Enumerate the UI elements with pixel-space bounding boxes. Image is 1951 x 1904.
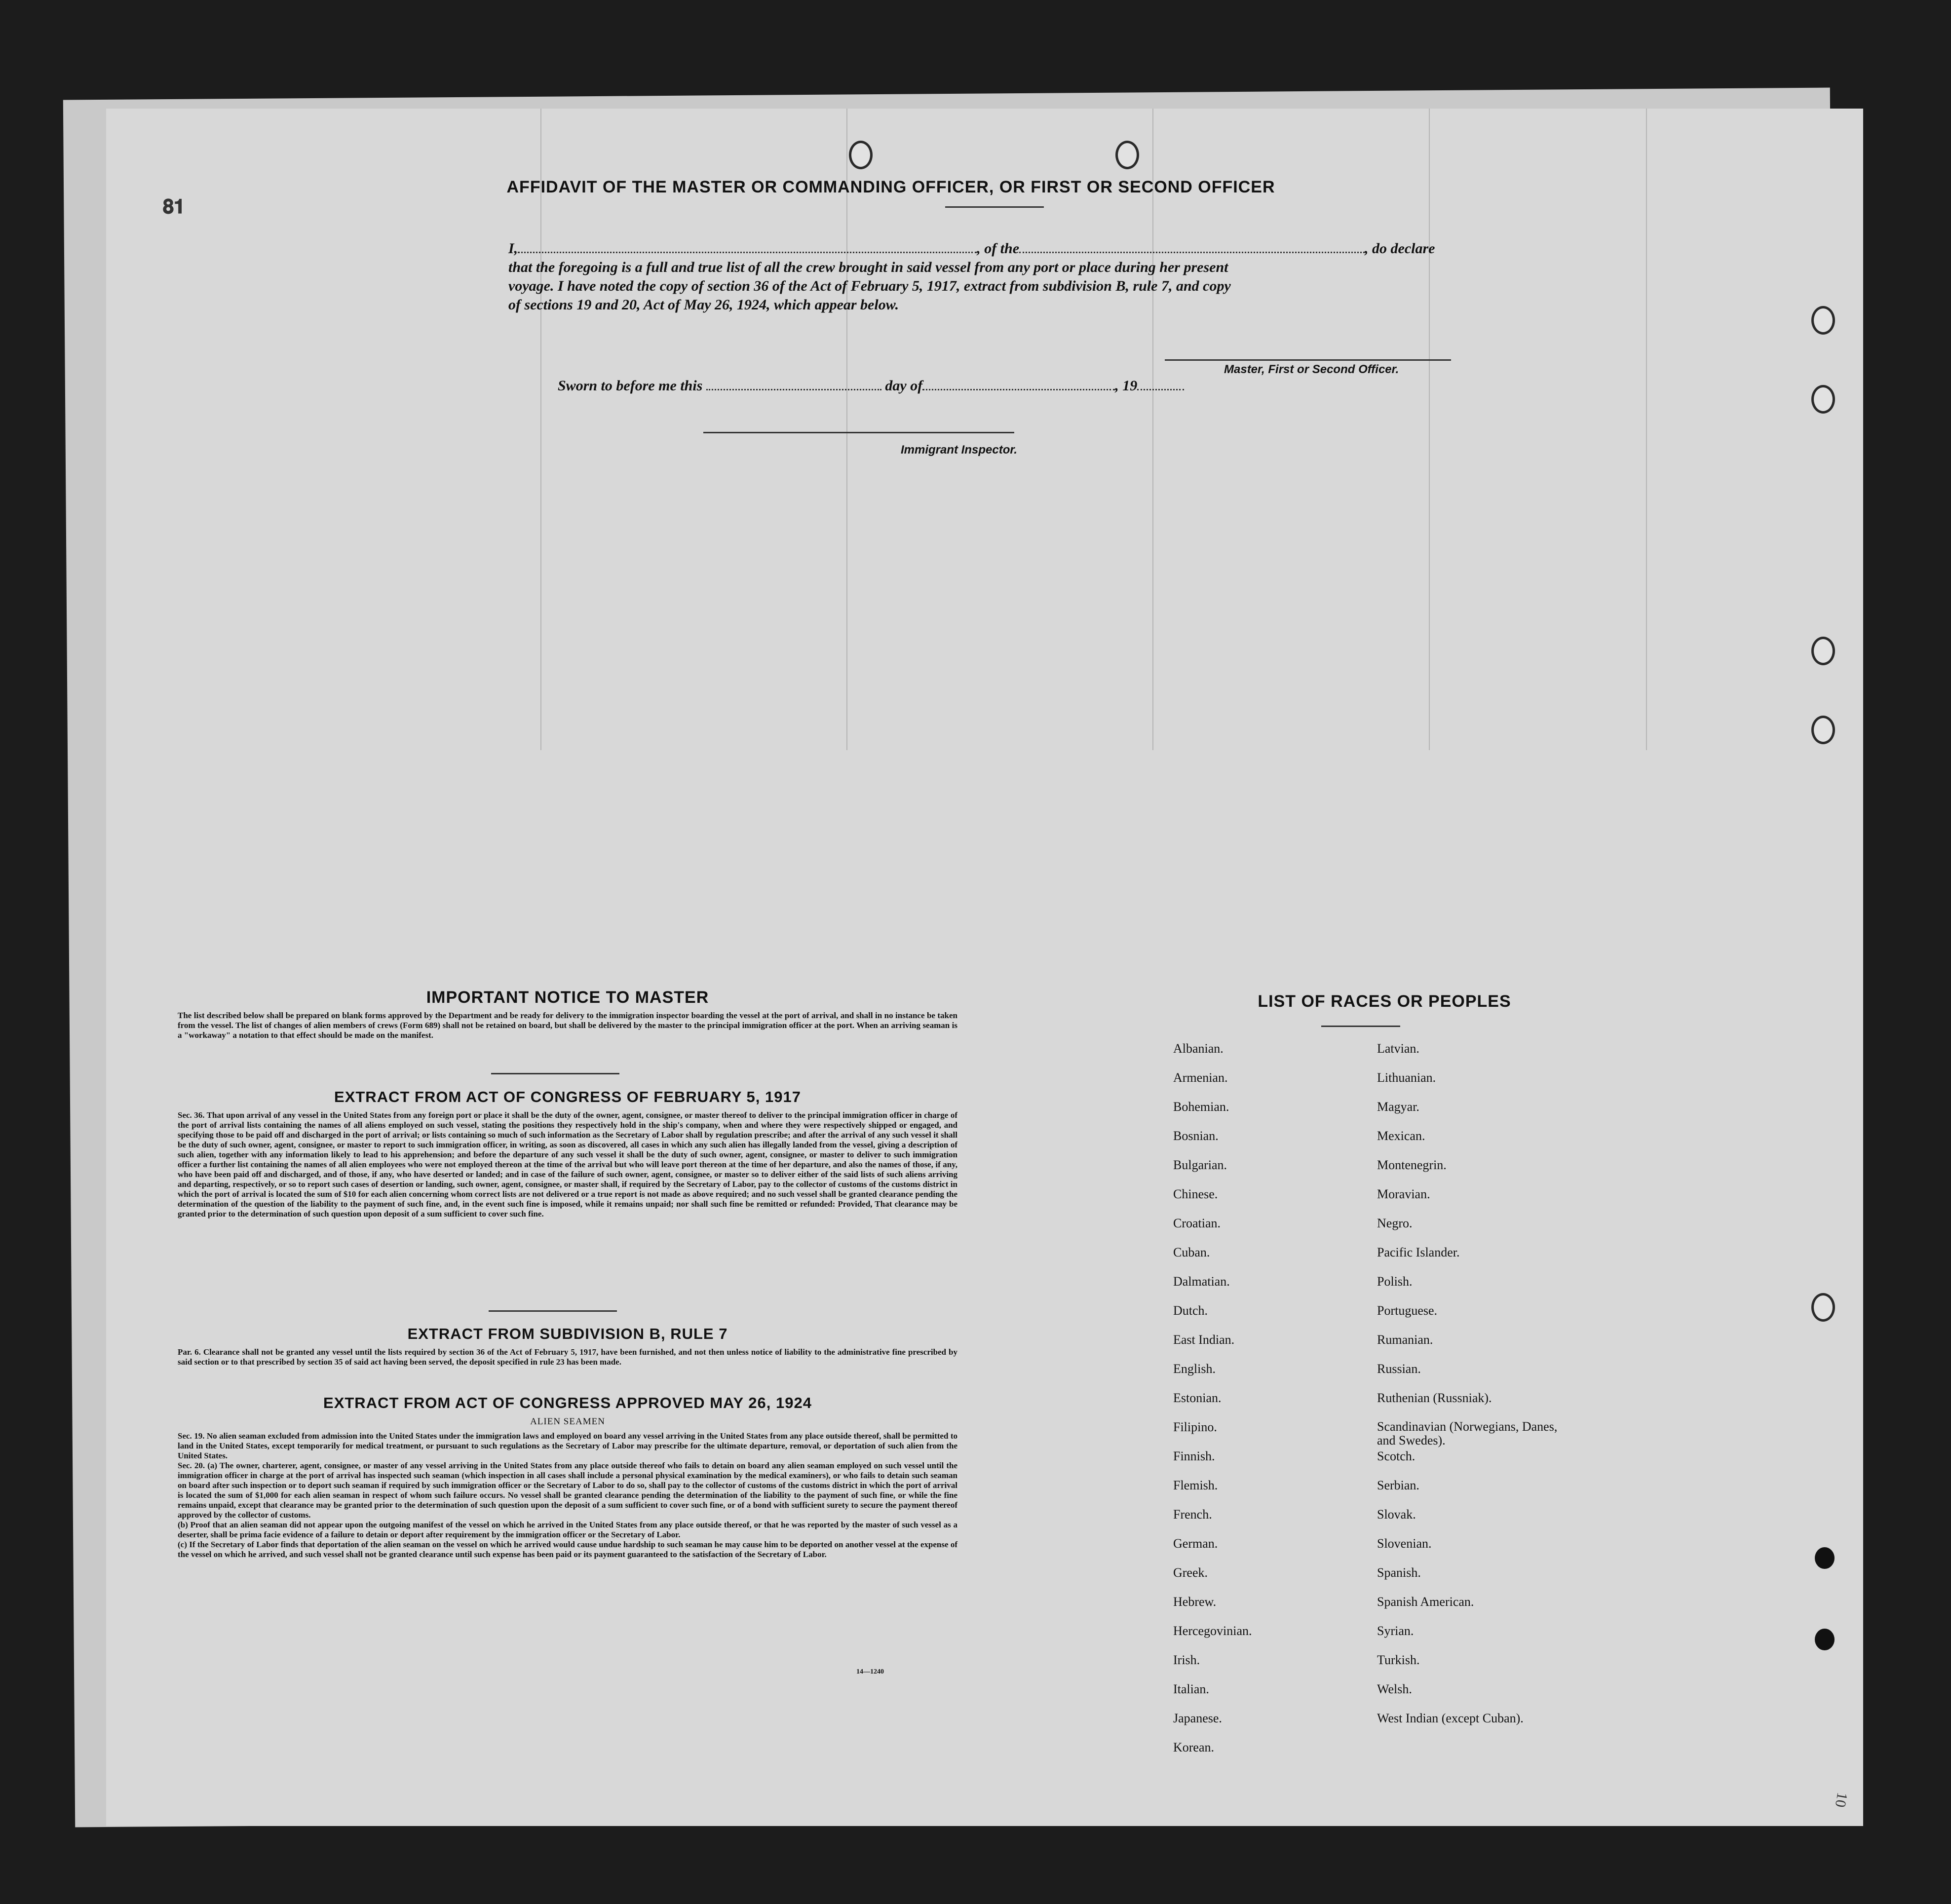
race-item: Turkish.: [1377, 1653, 1420, 1667]
races-title-underline: [1321, 1026, 1400, 1027]
bleed-column-line: [1429, 109, 1430, 750]
affidavit-line-4: of sections 19 and 20, Act of May 26, 1924, which appear below.: [508, 297, 899, 313]
affidavit-line-1: I, , of the , do declare: [508, 240, 1435, 257]
races-title: LIST OF RACES OR PEOPLES: [1258, 992, 1511, 1011]
race-item: Bohemian.: [1173, 1100, 1229, 1114]
race-item: German.: [1173, 1536, 1218, 1551]
margin-scribble: 𝟖𝟏: [163, 195, 185, 218]
punch-hole: [1811, 1293, 1835, 1322]
bleed-column-line: [1152, 109, 1153, 750]
rule7-title: EXTRACT FROM SUBDIVISION B, RULE 7: [407, 1325, 728, 1342]
race-item: Pacific Islander.: [1377, 1245, 1460, 1259]
race-item: Slovak.: [1377, 1507, 1416, 1522]
race-item: Spanish American.: [1377, 1595, 1474, 1609]
master-signature-line: [1165, 359, 1451, 361]
affidavit-line-2: that the foregoing is a full and true list of all the crew brought in said vessel from any port or place during her present: [508, 259, 1228, 275]
race-item: Negro.: [1377, 1216, 1413, 1230]
race-item: Polish.: [1377, 1274, 1413, 1289]
notice-body: The list described below shall be prepared on blank forms approved by the Department and be ready for delivery to the immigration inspector boarding the vessel at the port of arrival, and shall in no instance be taken from the vessel. The list of changes of alien members of crews (Form 689) shall not be retained on board, but shall be delivered by the master to the principal immigration officer at the port. When an arriving seaman is a "workaway" a notation to that effect should be made on the manifest.: [178, 1011, 957, 1040]
race-item: Portuguese.: [1377, 1303, 1438, 1318]
race-item: Welsh.: [1377, 1682, 1412, 1696]
race-item: Magyar.: [1377, 1100, 1419, 1114]
race-item: Greek.: [1173, 1565, 1208, 1580]
race-item: Croatian.: [1173, 1216, 1221, 1230]
form-number: 14—1240: [856, 1668, 884, 1676]
affidavit-line-3: voyage. I have noted the copy of section 36 of the Act of February 5, 1917, extract from subdivision B, rule 7, and copy: [508, 278, 1231, 294]
sworn-line: Sworn to before me this day of , 19: [558, 378, 1184, 394]
race-item: East Indian.: [1173, 1333, 1235, 1347]
race-item: Estonian.: [1173, 1391, 1222, 1405]
race-item: Montenegrin.: [1377, 1158, 1447, 1172]
race-item: Scotch.: [1377, 1449, 1415, 1463]
race-item: Albanian.: [1173, 1041, 1224, 1056]
race-item: Rumanian.: [1377, 1333, 1433, 1347]
race-item: Russian.: [1377, 1362, 1421, 1376]
affidavit-body: [508, 239, 1594, 314]
race-item: Dutch.: [1173, 1303, 1208, 1318]
extract-1917-body: Sec. 36. That upon arrival of any vessel in the United States from any foreign port or place it shall be the duty of the owner, agent, consignee, or master thereof to deliver to the principal immigration officer in charge of the port of arrival lists containing the names of all aliens employed on such vessel, stating the positions they respectively hold in the ship's company, when and where they were respectively shipped or engaged, and specifying those to be paid off and discharged in the port of arrival; or lists containing so much of such information as the Secretary of Labor shall by regulation prescribe; and after the arrival of any such vessel it shall be the duty of such owner, agent, consignee, or master to report to such immigration officer, in writing, as soon as discovered, all cases in which any such alien has illegally landed from the vessel, giving a description of such alien, together with any information likely to lead to his apprehension; and before the departure of any such vessel it shall be the duty of such owner, agent, consignee, or master to deliver to such immigration officer a further list containing the names of all alien employees who were not employed thereon at the time of the arrival but who will leave port thereon at the time of her departure, and also the names of those, if any, who have been paid off and discharged, and of those, if any, who have deserted or landed; and in case of the failure of such owner, agent, consignee, or master so to deliver either of the said lists of such aliens arriving and departing, respectively, or so to report such cases of desertion or landing, such owner, agent, consignee, or master shall, if required by the Secretary of Labor, pay to the collector of customs of the customs district in which the port of arrival is located the sum of $10 for each alien concerning whom correct lists are not delivered or a true report is not made as above required; and no such vessel shall be granted clearance pending the determination of the question of the liability to the payment of such fine, and, in the event such fine is imposed, while it remains unpaid; nor shall such fine be remitted or refunded: Provided, That clearance may be granted prior to the determination of such question upon deposit of a sum sufficient to cover such fine.: [178, 1110, 957, 1219]
race-item: Spanish.: [1377, 1565, 1421, 1580]
race-item: Serbian.: [1377, 1478, 1419, 1492]
race-item: Finnish.: [1173, 1449, 1215, 1463]
inspector-signature-line: [703, 432, 1014, 433]
race-item: English.: [1173, 1362, 1216, 1376]
race-item: Scandinavian (Norwegians, Danes, and Swedes).: [1377, 1419, 1558, 1447]
extract-1924-subtitle: ALIEN SEAMEN: [530, 1416, 605, 1427]
race-item: Lithuanian.: [1377, 1070, 1436, 1085]
race-item: Bulgarian.: [1173, 1158, 1227, 1172]
races-left-column: [1173, 1041, 1252, 1769]
race-item: French.: [1173, 1507, 1212, 1522]
race-item: Ruthenian (Russniak).: [1377, 1391, 1492, 1405]
race-item: Slovenian.: [1377, 1536, 1432, 1551]
extract-1917-title: EXTRACT FROM ACT OF CONGRESS OF FEBRUARY 5, 1917: [334, 1088, 801, 1105]
sec-20a: Sec. 20. (a) The owner, charterer, agent, consignee, or master of any vessel arriving in the United States from any place outside thereof who fails to detain on board any alien seaman employed on such vessel until the immigration officer in charge at the port of arrival has inspected such seaman (which inspection in all cases shall include a personal physical examination by the medical examiners), or who fails to detain such seaman on board after such inspection or to deport such seaman if required by such immigration officer or the Secretary of Labor to do so, shall pay to the collector of customs of the customs district in which the port of arrival is located the sum of $1,000 for each alien seaman in respect of whom such failure occurs. No vessel shall be granted clearance pending the determination of the liability to the payment of such fine, or while the fine remains unpaid, except that clearance may be granted prior to the determination of such question upon the deposit of a sum sufficient to cover such fine, or of a bond with sufficient surety to secure the payment thereof approved by the collector of customs.: [178, 1461, 957, 1520]
notice-title: IMPORTANT NOTICE TO MASTER: [426, 988, 709, 1007]
bleed-column-line: [1646, 109, 1647, 750]
bleed-column-line: [846, 109, 847, 750]
race-item: Dalmatian.: [1173, 1274, 1230, 1289]
race-item: Italian.: [1173, 1682, 1209, 1696]
race-item: Chinese.: [1173, 1187, 1218, 1201]
punch-hole-dark: [1815, 1629, 1835, 1650]
race-item: Filipino.: [1173, 1420, 1217, 1434]
document-page: [106, 109, 1863, 1826]
title-underline: [945, 206, 1044, 208]
race-item: Hercegovinian.: [1173, 1624, 1252, 1638]
race-item: Flemish.: [1173, 1478, 1218, 1492]
race-item: Bosnian.: [1173, 1129, 1219, 1143]
punch-hole: [1811, 716, 1835, 744]
race-item: Korean.: [1173, 1740, 1215, 1754]
punch-hole: [1115, 141, 1139, 169]
page-number-mark: 10: [1832, 1791, 1851, 1809]
extract-1924-body: [178, 1431, 957, 1560]
affidavit-title: AFFIDAVIT OF THE MASTER OR COMMANDING OFFICER, OR FIRST OR SECOND OFFICER: [506, 178, 1275, 196]
race-item: Moravian.: [1377, 1187, 1430, 1201]
race-item: Mexican.: [1377, 1129, 1425, 1143]
punch-hole: [1811, 306, 1835, 335]
rule7-body: Par. 6. Clearance shall not be granted any vessel until the lists required by section 36 of the Act of February 5, 1917, have been furnished, and not then unless notice of liability to the administrative fine prescribed by said section or to that prescribed by section 35 of said act having been served, the deposit specified in rule 23 has been made.: [178, 1347, 957, 1367]
race-item: Hebrew.: [1173, 1595, 1217, 1609]
bleed-column-line: [540, 109, 541, 750]
punch-hole: [1811, 385, 1835, 414]
punch-hole: [1811, 637, 1835, 665]
inspector-signature-label: Immigrant Inspector.: [901, 443, 1018, 457]
races-right-column: [1377, 1041, 1565, 1740]
section-divider: [489, 1310, 617, 1312]
punch-hole: [849, 141, 873, 169]
race-item: Japanese.: [1173, 1711, 1222, 1725]
race-item: Armenian.: [1173, 1070, 1228, 1085]
sec-20c: (c) If the Secretary of Labor finds that deportation of the alien seaman on the vessel on which he arrived would cause undue hardship to such seaman he may cause him to be deported on another vessel at the expense of the vessel on which he arrived, and such vessel shall not be granted clearance until such expense has been paid or its payment guaranteed to the satisfaction of the Secretary of Labor.: [178, 1540, 957, 1559]
section-divider: [491, 1073, 619, 1074]
race-item: West Indian (except Cuban).: [1377, 1711, 1524, 1725]
race-item: Cuban.: [1173, 1245, 1210, 1259]
sec-19: Sec. 19. No alien seaman excluded from admission into the United States under the immigration laws and employed on board any vessel arriving in the United States from any place outside thereof, shall be permitted to land in the United States, except temporarily for medical treatment, or pursuant to such regulations as the Secretary of Labor may prescribe for the ultimate departure, removal, or deportation of such alien from the United States.: [178, 1431, 957, 1460]
sec-20b: (b) Proof that an alien seaman did not appear upon the outgoing manifest of the vessel on which he arrived in the United States from any place outside thereof, or that he was reported by the master of such vessel as a deserter, shall be prima facie evidence of a failure to detain or deport after requirement by the immigration officer or the Secretary of Labor.: [178, 1520, 957, 1539]
race-item: Syrian.: [1377, 1624, 1414, 1638]
race-item: Latvian.: [1377, 1041, 1419, 1056]
extract-1924-title: EXTRACT FROM ACT OF CONGRESS APPROVED MAY 26, 1924: [323, 1394, 812, 1411]
master-signature-label: Master, First or Second Officer.: [1224, 363, 1399, 376]
race-item: Irish.: [1173, 1653, 1200, 1667]
punch-hole-dark: [1815, 1547, 1835, 1569]
